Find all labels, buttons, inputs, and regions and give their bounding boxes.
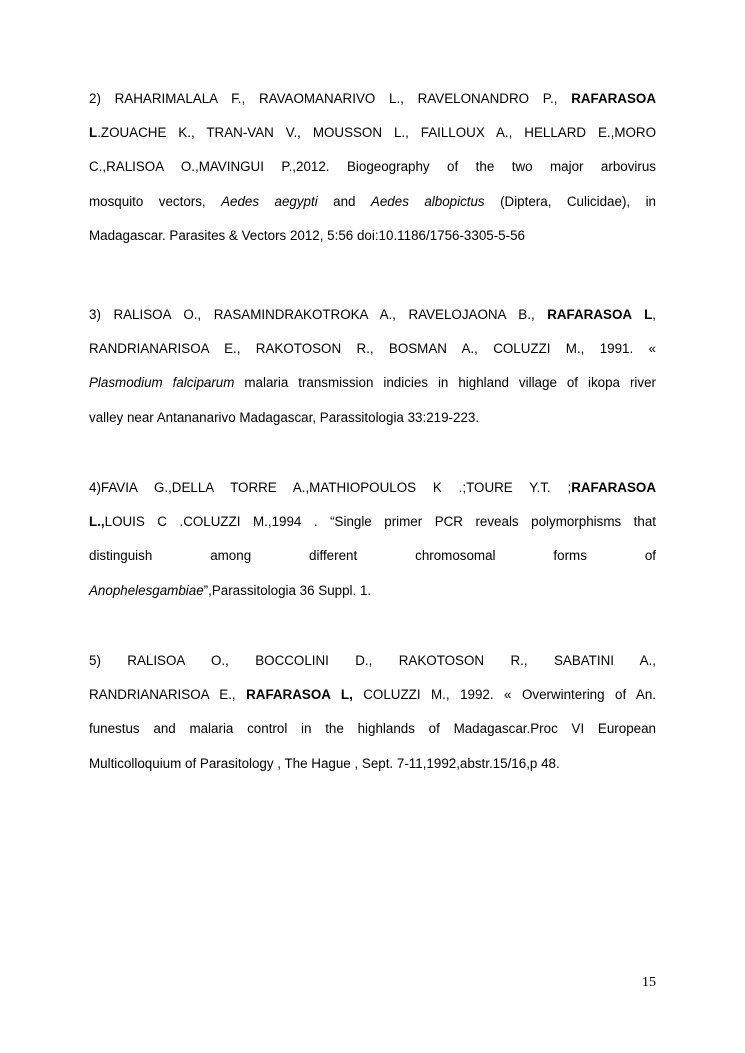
reference-3-line-1: 3) RALISOA O., RASAMINDRAKOTROKA A., RAVELOJAONA B., RAFARASOA L, — [89, 307, 656, 322]
species-name: Aedes aegypti — [221, 193, 318, 209]
reference-5-line-3: funestus and malaria control in the highlands of Madagascar.Proc VI European — [89, 721, 656, 737]
species-name: Plasmodium falciparum — [89, 375, 235, 391]
author-highlight: RAFARASOA L — [547, 307, 653, 322]
reference-5-line-4: Multicolloquium of Parasitology , The Hague , Sept. 7-11,1992,abstr.15/16,p 48. — [89, 755, 560, 771]
author-highlight: L., — [89, 514, 105, 530]
reference-2-line-4: mosquito vectors, Aedes aegypti and Aedes albopictus (Diptera, Culicidae), in — [89, 193, 656, 209]
author-highlight: RAFARASOA L, — [246, 687, 353, 703]
reference-3 — [89, 305, 656, 442]
reference-5 — [89, 651, 656, 788]
reference-3-line-2: RANDRIANARISOA E., RAKOTOSON R., BOSMAN A., COLUZZI M., 1991. « — [89, 341, 656, 357]
reference-5-line-1: 5) RALISOA O., BOCCOLINI D., RAKOTOSON R., SABATINI A., — [89, 653, 656, 668]
author-highlight: RAFARASOA — [571, 91, 656, 106]
reference-3-line-3: Plasmodium falciparum malaria transmission indicies in highland village of ikopa river — [89, 375, 656, 391]
reference-2-line-1: 2) RAHARIMALALA F., RAVAOMANARIVO L., RAVELONANDRO P., RAFARASOA — [89, 91, 656, 106]
reference-4-line-2: L.,LOUIS C .COLUZZI M.,1994 . “Single primer PCR reveals polymorphisms that — [89, 514, 656, 530]
reference-2-line-5: Madagascar. Parasites & Vectors 2012, 5:56 doi:10.1186/1756-3305-5-56 — [89, 227, 525, 243]
reference-3-line-4: valley near Antananarivo Madagascar, Parassitologia 33:219-223. — [89, 409, 480, 425]
species-name: Anophelesgambiae — [89, 582, 204, 598]
reference-2 — [89, 89, 656, 260]
reference-4-line-1: 4)FAVIA G.,DELLA TORRE A.,MATHIOPOULOS K .;TOURE Y.T. ;RAFARASOA — [89, 480, 656, 495]
page-number: 15 — [642, 975, 656, 990]
author-highlight: L — [89, 125, 98, 141]
author-highlight: RAFARASOA — [571, 480, 656, 495]
species-name: Aedes albopictus — [370, 193, 485, 209]
reference-4 — [89, 478, 656, 615]
reference-5-line-2: RANDRIANARISOA E., RAFARASOA L, COLUZZI M., 1992. « Overwintering of An. — [89, 687, 657, 703]
reference-2-line-2: L.ZOUACHE K., TRAN-VAN V., MOUSSON L., FAILLOUX A., HELLARD E.,MORO — [89, 125, 656, 141]
reference-4-line-3: distinguish among different chromosomal forms of — [89, 548, 656, 564]
reference-2-line-3: C.,RALISOA O.,MAVINGUI P.,2012. Biogeography of the two major arbovirus — [89, 159, 656, 175]
reference-4-line-4: Anophelesgambiae”,Parassitologia 36 Suppl. 1. — [89, 582, 372, 598]
